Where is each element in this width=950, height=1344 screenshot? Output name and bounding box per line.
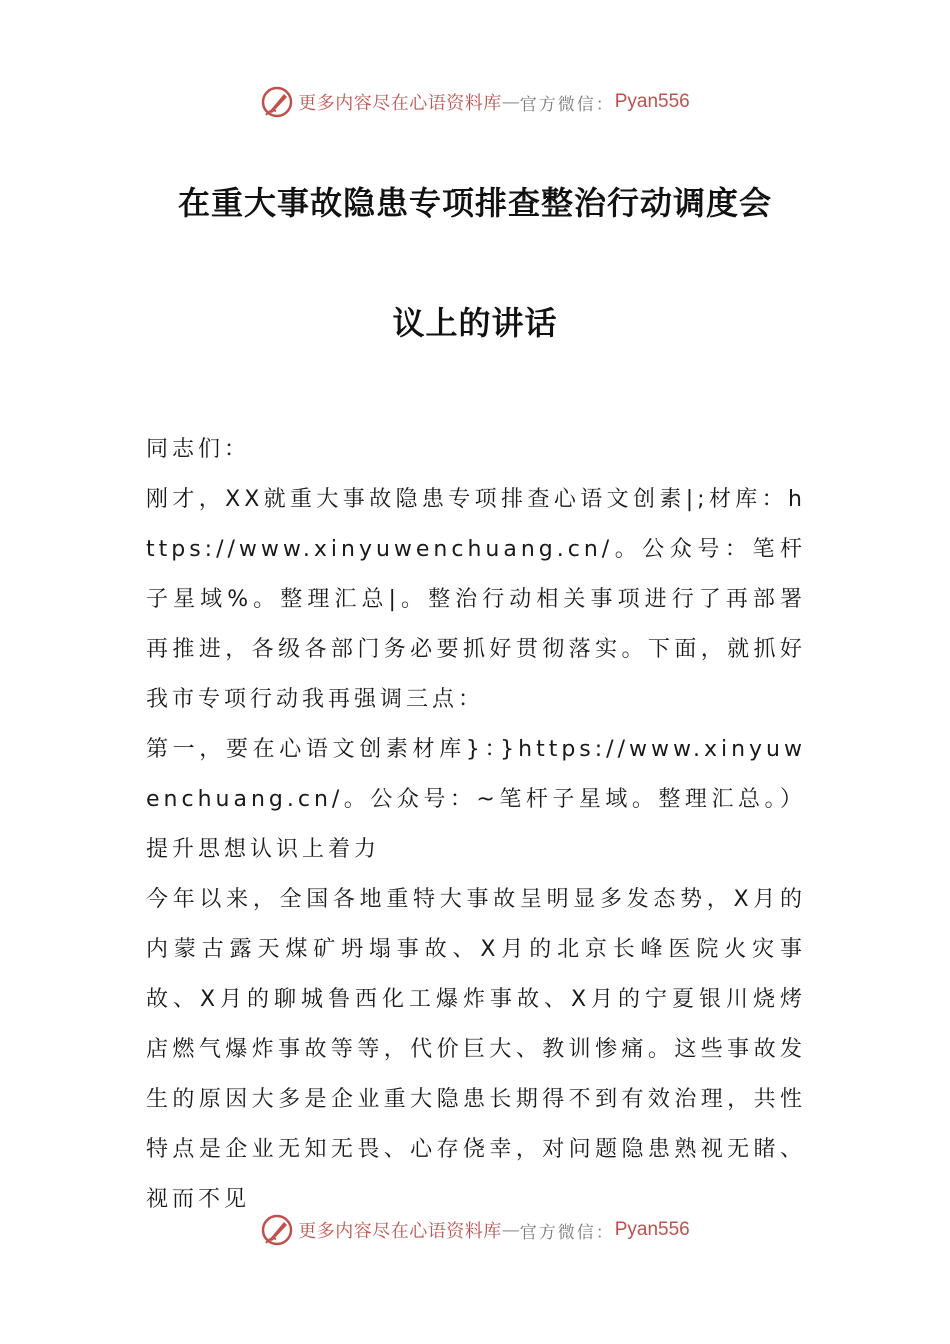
paragraph-2: 第一，要在心语文创素材库}：}https://www.xinyuwenchuang.cn/。公众号：~笔杆子星域。整理汇总。）提升思想认识上着力 <box>146 737 806 862</box>
paragraph-3: 今年以来，全国各地重特大事故呈明显多发态势，X月的内蒙古露天煤矿坍塌事故、X月的北京长峰医院火灾事故、X月的聊城鲁西化工爆炸事故、X月的宁夏银川烧烤店燃气爆炸事故等等，代价巨大、教训惨痛。这些事故发生的原因大多是企业重大隐患长期得不到有效治理，共性特点是企业无知无畏、心存侥幸，对问题隐患熟视无睹、视而不见 <box>146 887 806 1212</box>
header-brand-text: 更多内容尽在心语资料库 <box>298 93 502 114</box>
header-wechat-id: Pyan556 <box>614 91 690 112</box>
document-title-line1: 在重大事故隐患专项排查整治行动调度会 <box>177 184 772 222</box>
document-title-line2: 议上的讲话 <box>392 304 558 342</box>
footer-wechat-id: Pyan556 <box>614 1219 690 1240</box>
paragraph-1: 刚才，XX就重大事故隐患专项排查心语文创素|;材库：https://www.xinyuwenchuang.cn/。公众号：笔杆子星域%。整理汇总|。整治行动相关事项进行了再部署再推进，各级各部门务必要抓好贯彻落实。下面，就抓好我市专项行动我再强调三点： <box>146 487 806 712</box>
salutation: 同志们： <box>146 437 251 462</box>
header-watermark <box>0 82 950 122</box>
document-body <box>146 425 806 1225</box>
header-wechat-label: 官方微信： <box>519 94 615 115</box>
footer-wechat-label: 官方微信： <box>519 1222 615 1243</box>
header-separator: — <box>501 91 520 113</box>
pen-logo-icon <box>260 85 294 119</box>
footer-brand-text: 更多内容尽在心语资料库 <box>298 1221 502 1242</box>
footer-separator: — <box>501 1219 520 1241</box>
footer-watermark <box>0 1210 950 1250</box>
pen-logo-icon <box>260 1213 294 1247</box>
